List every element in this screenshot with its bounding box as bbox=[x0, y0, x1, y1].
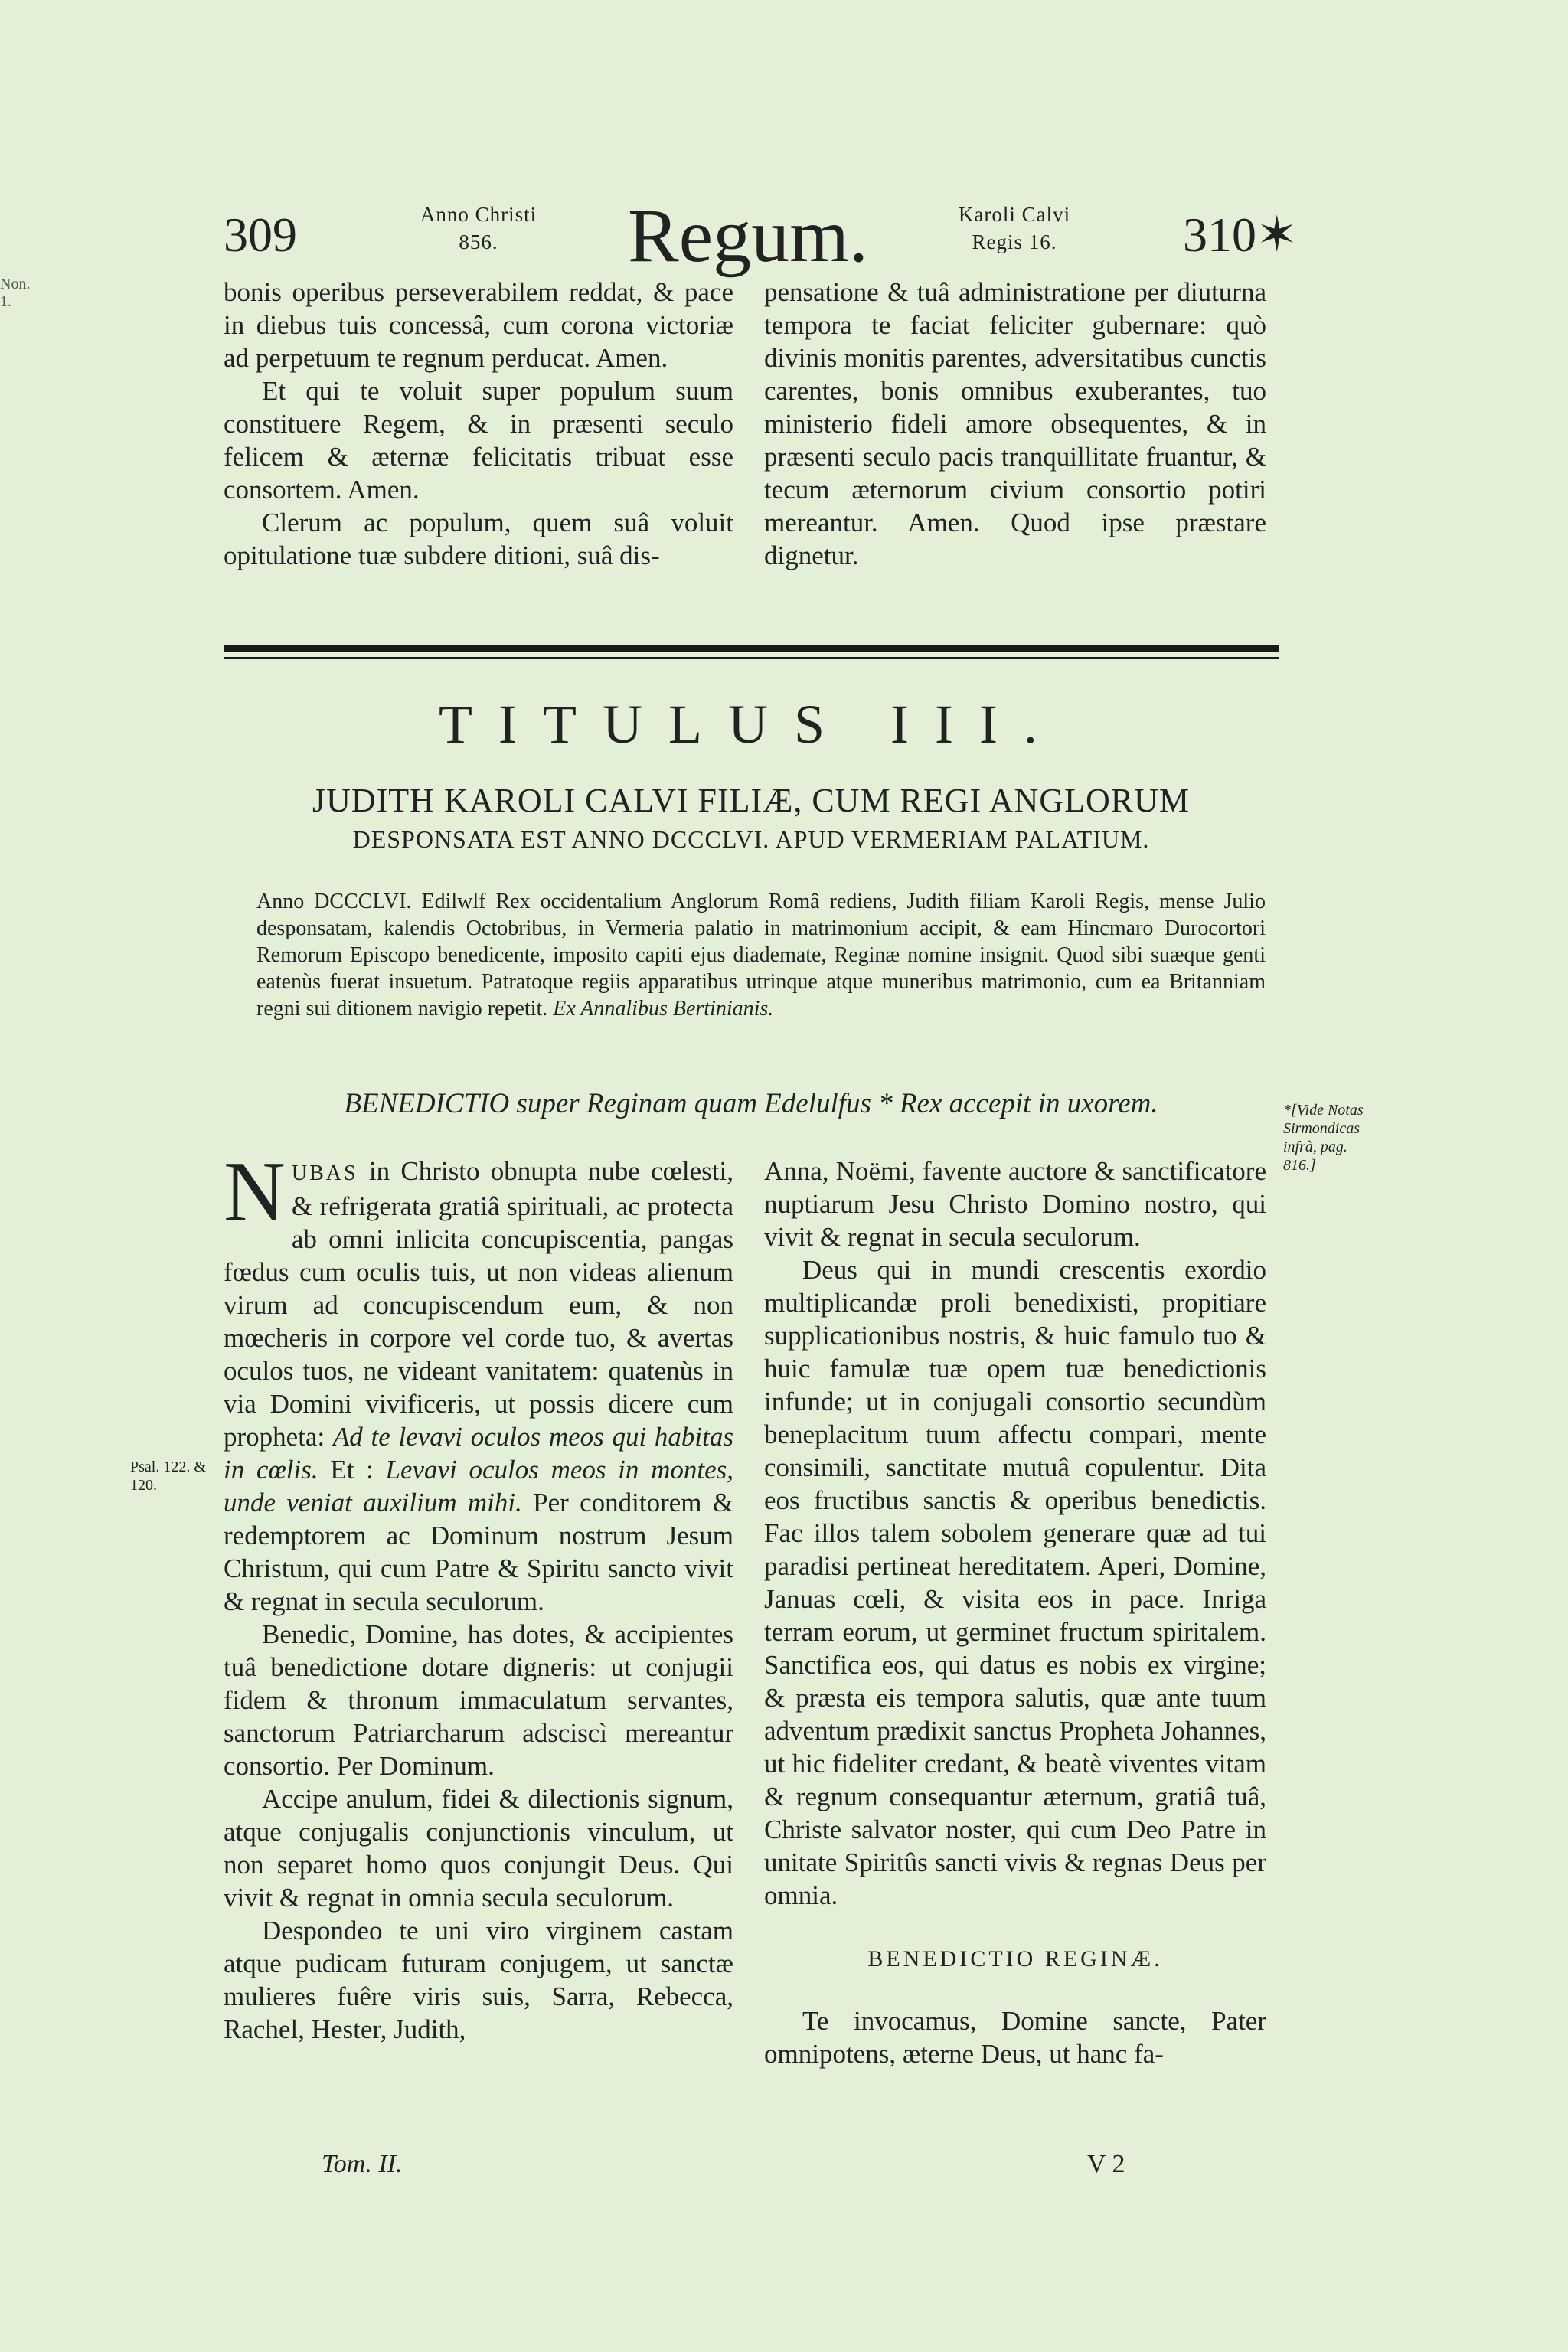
left-p1-text-c: Per conditorem & redemptorem ac Dominum nostrum Jesum Christum, qui cum Patre & Spiritu sancto vivit & regnat in secula seculorum. bbox=[224, 1488, 734, 1616]
benedictio-heading: BENEDICTIO super Reginam quam Edelulfus * Rex accepit in uxorem. bbox=[344, 1088, 1158, 1119]
footer-volume: Tom. II. bbox=[322, 2150, 403, 2178]
intro-paragraph bbox=[256, 888, 1266, 1022]
top-right-paragraph: pensatione & tuâ administratione per diuturna tempora te faciat feliciter gubernare: quò divinis monitis parentes, adversitatibus cunctis carentes, bonis omnibus exuberantes, tuo ministerio fideli amore obsequentes, & in præsenti seculo pacis tranquillitate fruantur, & tecum æternorum civium consortio potiri mereantur. Amen. Quod ipse præstare dignetur. bbox=[764, 277, 1266, 570]
top-left-paragraph-3: Clerum ac populum, quem suâ voluit opitulatione tuæ subdere ditioni, suâ dis- bbox=[224, 508, 733, 570]
intro-text: Anno DCCCLVI. Edilwlf Rex occidentalium Anglorum Româ rediens, Judith filiam Karoli Regis, mense Julio desponsatam, kalendis Octobribus, in Vermeria palatio in matrimonium accipit, & eam Hincmaro Durocortori Remorum Episcopo benedicente, imposito capiti ejus diademate, Reginæ nomine insignit. Quod sibi suæque genti eatenùs fuerat insuetum. Patratoque regiis apparatibus utrinque atque muneribus matrimonio, cum ea Britanniam regni sui ditionem navigio repetit. bbox=[256, 890, 1266, 1021]
karoli-line-2: Regis 16. bbox=[972, 230, 1057, 253]
left-p1-quote-1: Ad te levavi oculos meos qui habitas in cœlis. bbox=[224, 1422, 733, 1485]
running-title: Regum. bbox=[628, 193, 868, 278]
top-left-paragraph-2: Et qui te voluit super populum suum constituere Regem, & in præsenti seculo felicem & æternæ felicitatis tribuat esse consortem. Amen. bbox=[224, 376, 733, 505]
subtitle-line-1: JUDITH KAROLI CALVI FILIÆ, CUM REGI ANGLORUM bbox=[312, 782, 1191, 819]
left-p1-text-b: Et : bbox=[330, 1455, 374, 1485]
anno-line-1: Anno Christi bbox=[420, 203, 537, 226]
left-column bbox=[224, 1145, 734, 2046]
anno-line-2: 856. bbox=[459, 230, 498, 253]
right-paragraph-2: Deus qui in mundi crescentis exordio multiplicandæ proli benedixisti, propitiare supplicationibus nostris, & huic famulo tuo & huic famulæ tuæ opem tuæ benedictionis infunde; ut in conjugali consortio secundùm beneplacitum tuum affectu compari, mente consimili, sanctitate mutuâ copulentur. Dita eos fructibus sanctis & operibus benedictis. Fac illos talem sobolem generare quæ ad tui paradisi pertineat hereditatem. Aperi, Domine, Januas cœli, & visita eos in pace. Inriga terram eorum, ut germinet fructum spiritalem. Sanctifica eos, qui datus es nobis ex virgine; & præsta eis tempora salutis, quæ ante tuum adventum prædixit sanctus Propheta Johannes, ut hic fideliter credant, & beatè viventes vitam & regnum consequantur æternum, gratiâ tuâ, Christe salvator noster, qui cum Deo Patre in unitate Spiritûs sancti vivis & regnas Deus per omnia. bbox=[764, 1255, 1266, 1910]
right-column bbox=[764, 1155, 1266, 2070]
left-paragraph-3: Accipe anulum, fidei & dilectionis signum, atque conjugalis conjunctionis vinculum, ut non separet homo quos conjungit Deus. Qui vivit & regnat in omnia secula seculorum. bbox=[224, 1784, 733, 1913]
intro-source: Ex Annalibus Bertinianis. bbox=[553, 997, 774, 1021]
small-caps-opening: UBAS bbox=[291, 1161, 358, 1185]
page-number-right: 310✶ bbox=[1183, 207, 1298, 262]
side-note-psalm: Psal. 122. & 120. bbox=[130, 1459, 206, 1494]
karoli-calvi-header bbox=[923, 201, 1106, 256]
left-p1-text-a: in Christo obnupta nube cœlesti, & refrigerata gratiâ spirituali, ac protecta ab omni inlicita concupiscentia, pangas fœdus cum oculis tuis, ut non videas alienum virum ad concupiscendum eum, & non mœcheris in corpore vel corde tuo, & avertas oculos tuos, ne videant vanitatem: quatenùs in via Domini vivificeris, ut possis dicere cum propheta: bbox=[224, 1156, 734, 1452]
subtitle-line-2: DESPONSATA EST ANNO DCCCLVI. APUD VERMERIAM PALATIUM. bbox=[352, 825, 1150, 853]
left-paragraph-4: Despondeo te uni viro virginem castam atque pudicam futuram conjugem, ut sanctæ mulieres fuêre viris suis, Sarra, Rebecca, Rachel, Hester, Judith, bbox=[224, 1916, 733, 2044]
anno-christi-header bbox=[387, 201, 570, 256]
left-p1-quote-2: Levavi oculos meos in montes, unde veniat auxilium mihi. bbox=[224, 1455, 733, 1517]
titulus-heading: TITULUS III. bbox=[439, 694, 1063, 755]
left-paragraph-2: Benedic, Domine, has dotes, & accipientes tuâ benedictione dotare digneris: ut conjugii fidem & thronum immaculatum servantes, sanctorum Patriarcharum adsciscì mereantur consortio. Per Dominum. bbox=[224, 1619, 733, 1781]
right-paragraph-1: Anna, Noëmi, favente auctore & sanctificatore nuptiarum Jesu Christo Domino nostro, qui vivit & regnat in secula seculorum. bbox=[764, 1156, 1266, 1252]
top-left-column bbox=[224, 276, 733, 572]
footer-signature: V 2 bbox=[1087, 2150, 1125, 2178]
page-number-left: 309 bbox=[224, 207, 297, 262]
top-right-column bbox=[764, 276, 1266, 572]
drop-cap: N bbox=[224, 1145, 286, 1240]
right-paragraph-3: Te invocamus, Domine sancte, Pater omnipotens, æterne Deus, ut hanc fa- bbox=[764, 2006, 1266, 2069]
side-note-sirmond: *[Vide Notas Sirmondicas infrà, pag. 816.] bbox=[1283, 1102, 1364, 1174]
karoli-line-1: Karoli Calvi bbox=[958, 203, 1071, 226]
top-left-paragraph-1: bonis operibus perseverabilem reddat, & pace in diebus tuis concessâ, cum corona victoriæ ad perpetuum te regnum perducat. Amen. bbox=[224, 277, 733, 373]
left-paragraph-1 bbox=[224, 1145, 734, 1618]
section-rule-thin bbox=[224, 657, 1279, 659]
gutter-margin-mark: Non. 1. bbox=[0, 276, 31, 310]
benedictio-reginae-subheading: BENEDICTIO REGINÆ. bbox=[867, 1946, 1163, 1971]
section-rule-thick bbox=[224, 645, 1279, 652]
